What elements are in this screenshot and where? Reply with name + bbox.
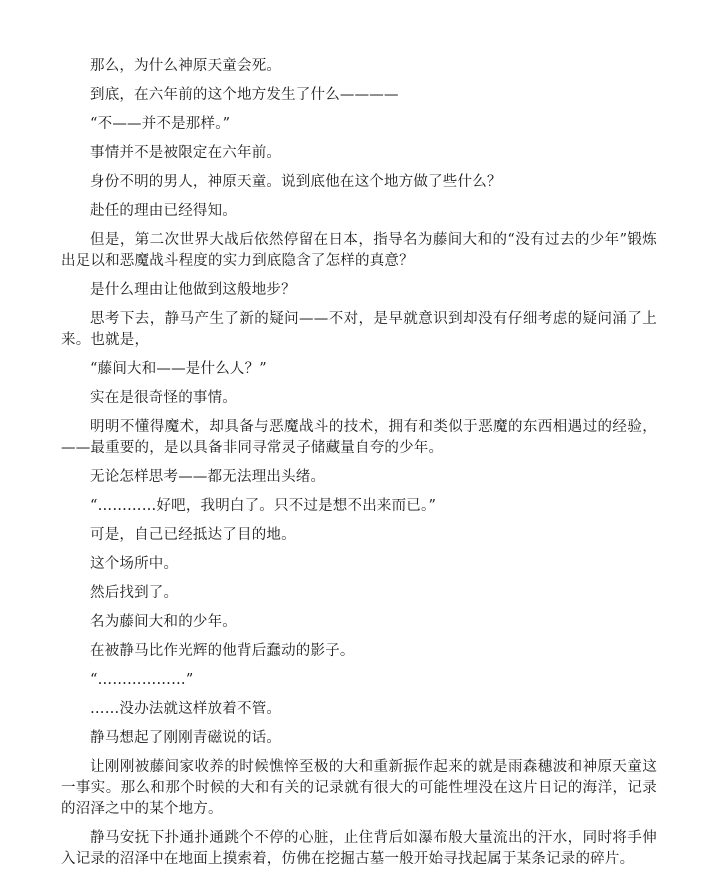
paragraph: “………………” bbox=[90, 672, 194, 688]
paragraph: 那么，为什么神原天童会死。 bbox=[90, 58, 282, 74]
document-body bbox=[61, 56, 657, 878]
paragraph: 明明不懂得魔术，却具备与恶魔战斗的技术，拥有和类似于恶魔的东西相遇过的经验，——最重要的，是以具备非同寻常灵子储藏量自夸的少年。 bbox=[61, 419, 657, 456]
paragraph: 实在是很奇怪的事情。 bbox=[90, 390, 237, 406]
paragraph: “藤间大和——是什么人？” bbox=[90, 361, 267, 377]
paragraph: 赴任的理由已经得知。 bbox=[90, 203, 237, 219]
paragraph: 然后找到了。 bbox=[90, 585, 179, 601]
paragraph: ……没办法就这样放着不管。 bbox=[90, 701, 282, 717]
paragraph: 让刚刚被藤间家收养的时候憔悴至极的大和重新振作起来的就是雨森穗波和神原天童这一事实。那么和那个时候的大和有关的记录就有很大的可能性埋没在这片日记的海洋，记录的沼泽之中的某个地方。 bbox=[61, 759, 657, 817]
paragraph: 静马想起了刚刚青磁说的话。 bbox=[90, 730, 282, 746]
paragraph: 到底，在六年前的这个地方发生了什么———— bbox=[90, 87, 399, 103]
paragraph: “不——并不是那样。” bbox=[90, 116, 231, 132]
paragraph: 可是，自己已经抵达了目的地。 bbox=[90, 527, 296, 543]
paragraph: 是什么理由让他做到这般地步？ bbox=[90, 282, 296, 298]
paragraph: “…………好吧，我明白了。只不过是想不出来而已。” bbox=[90, 498, 437, 514]
paragraph: 但是，第二次世界大战后依然停留在日本，指导名为藤间大和的“没有过去的少年”锻炼出足以和恶魔战斗程度的实力到底隐含了怎样的真意？ bbox=[61, 232, 657, 269]
paragraph: 名为藤间大和的少年。 bbox=[90, 614, 237, 630]
paragraph: 在被静马比作光辉的他背后蠢动的影子。 bbox=[90, 643, 355, 659]
paragraph: 事情并不是被限定在六年前。 bbox=[90, 145, 282, 161]
paragraph: 身份不明的男人，神原天童。说到底他在这个地方做了些什么？ bbox=[90, 174, 502, 190]
paragraph: 静马安抚下扑通扑通跳个不停的心脏，止住背后如瀑布般大量流出的汗水，同时将手伸入记录的沼泽中在地面上摸索着，仿佛在挖掘古墓一般开始寻找起属于某条记录的碎片。 bbox=[61, 830, 657, 867]
paragraph: 这个场所中。 bbox=[90, 556, 179, 572]
paragraph: 无论怎样思考——都无法理出头绪。 bbox=[90, 469, 326, 485]
paragraph: 思考下去，静马产生了新的疑问——不对，是早就意识到却没有仔细考虑的疑问涌了上来。也就是， bbox=[61, 311, 657, 348]
